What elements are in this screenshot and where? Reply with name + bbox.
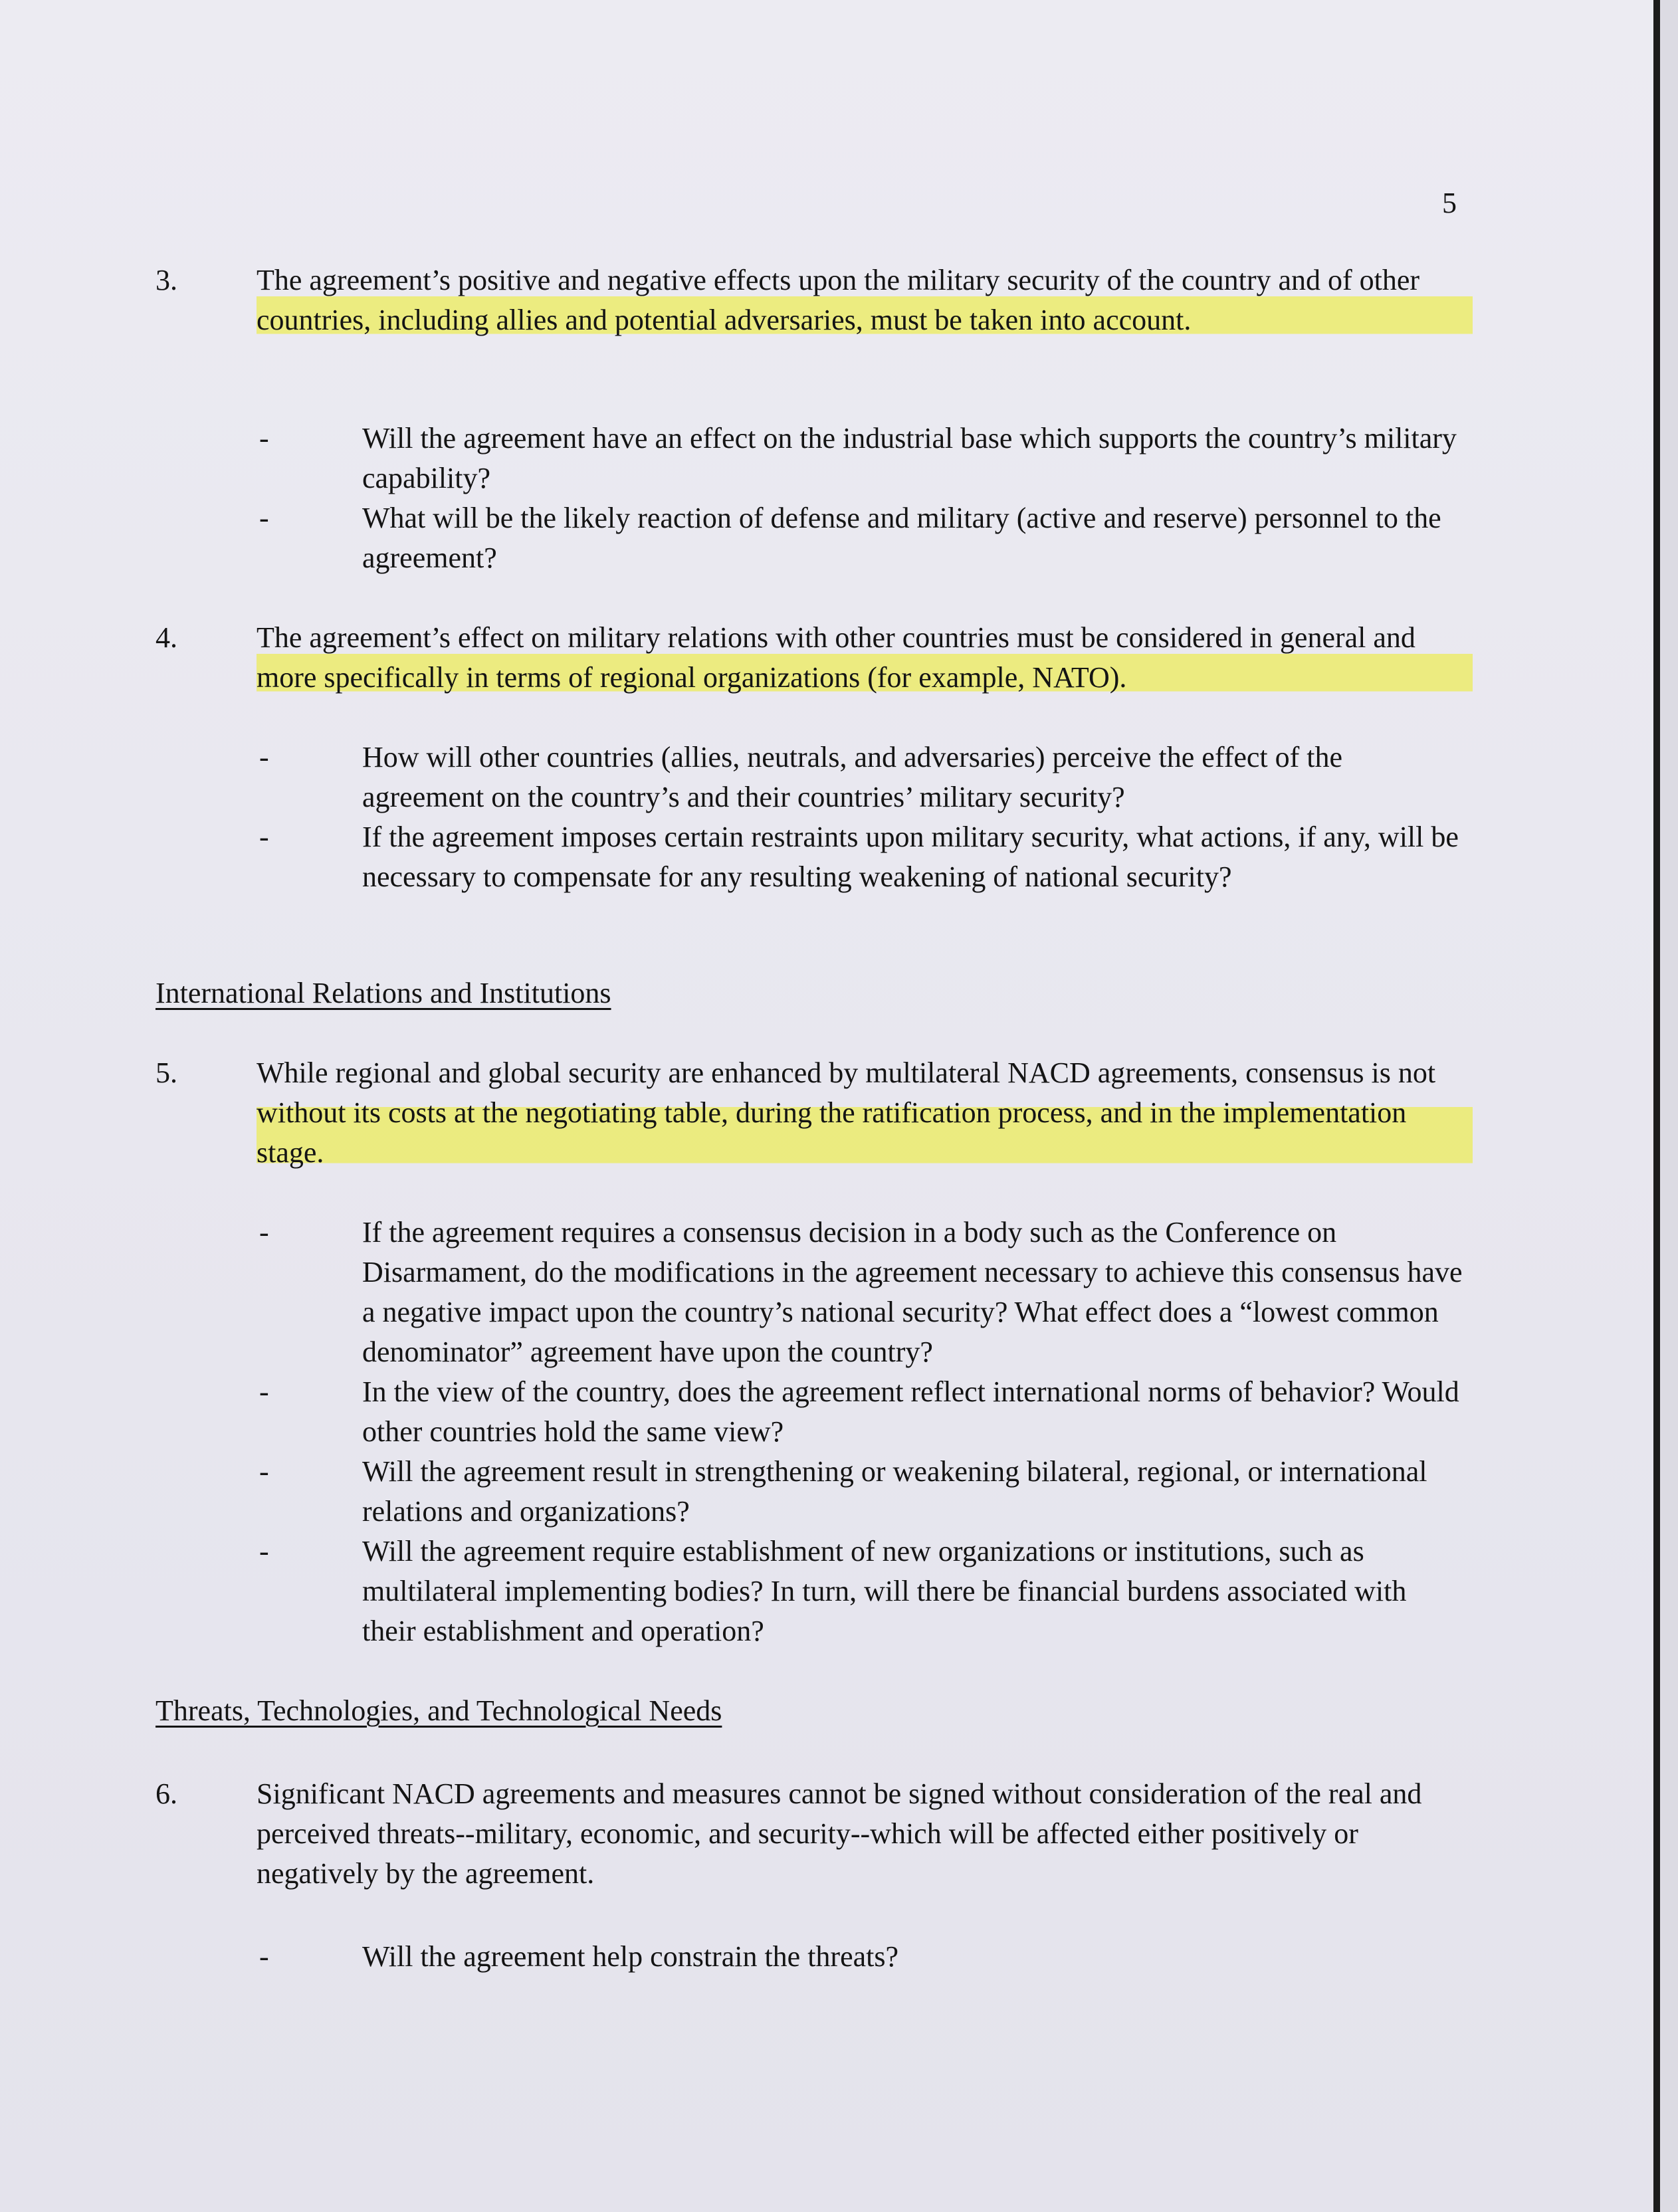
sub-item-text: Will the agreement require establishment of new organizations or institutions, such as multilateral implementing bodies? In turn, will there be financial burdens associated with their establishment and operation? (362, 1535, 1407, 1647)
sub-item-text: In the view of the country, does the agreement reflect international norms of behavior? Would other countries hold the same view? (362, 1375, 1459, 1448)
scan-background (1660, 0, 1678, 2212)
sub-item-text: Will the agreement result in strengthening or weakening bilateral, regional, or international relations and organizations? (362, 1455, 1427, 1528)
sub-item-text: If the agreement requires a consensus decision in a body such as the Conference on Disarmament, do the modifications in the agreement necessary to achieve this consensus have a negative impact upon the country’s national security? What effect does a “lowest common denominator” agreement have upon the country? (362, 1216, 1463, 1368)
item-number: 5. (156, 1056, 177, 1089)
page-number: 5 (1442, 187, 1457, 219)
dash-bullet: - (259, 502, 269, 534)
section-heading-international-relations: International Relations and Institutions (156, 977, 611, 1009)
item-text: While regional and global security are enhanced by multilateral NACD agreements, consensus is not without its costs at the negotiating table, during the ratification process, and in the implementation stage. (257, 1053, 1473, 1173)
dash-bullet: - (259, 1216, 269, 1249)
dash-bullet: - (259, 1940, 269, 1973)
dash-bullet: - (259, 741, 269, 773)
sub-item-text: Will the agreement have an effect on the industrial base which supports the country’s military capability? (362, 422, 1457, 494)
sub-item-text: Will the agreement help constrain the threats? (362, 1940, 899, 1973)
section-heading-threats-technologies: Threats, Technologies, and Technological Needs (156, 1694, 722, 1727)
item-number: 4. (156, 621, 177, 654)
sub-item-text: If the agreement imposes certain restraints upon military security, what actions, if any, will be necessary to compensate for any resulting weakening of national security? (362, 821, 1459, 893)
dash-bullet: - (259, 1375, 269, 1408)
item-number: 3. (156, 264, 177, 296)
dash-bullet: - (259, 1535, 269, 1567)
sub-item-text: How will other countries (allies, neutrals, and adversaries) perceive the effect of the agreement on the country’s and their countries’ military security? (362, 741, 1343, 813)
dash-bullet: - (259, 1455, 269, 1488)
item-text: Significant NACD agreements and measures cannot be signed without consideration of the real and perceived threats--military, economic, and security--which will be affected either positively or negatively by the agreement. (257, 1777, 1422, 1890)
item-text: The agreement’s effect on military relations with other countries must be considered in general and more specifically in terms of regional organizations (for example, NATO). (257, 618, 1473, 698)
item-text: The agreement’s positive and negative effects upon the military security of the country and of other countries, including allies and potential adversaries, must be taken into account. (257, 260, 1473, 340)
page-edge-shadow (1653, 0, 1660, 2212)
dash-bullet: - (259, 821, 269, 853)
dash-bullet: - (259, 422, 269, 454)
item-number: 6. (156, 1777, 177, 1810)
sub-item-text: What will be the likely reaction of defense and military (active and reserve) personnel to the agreement? (362, 502, 1441, 574)
